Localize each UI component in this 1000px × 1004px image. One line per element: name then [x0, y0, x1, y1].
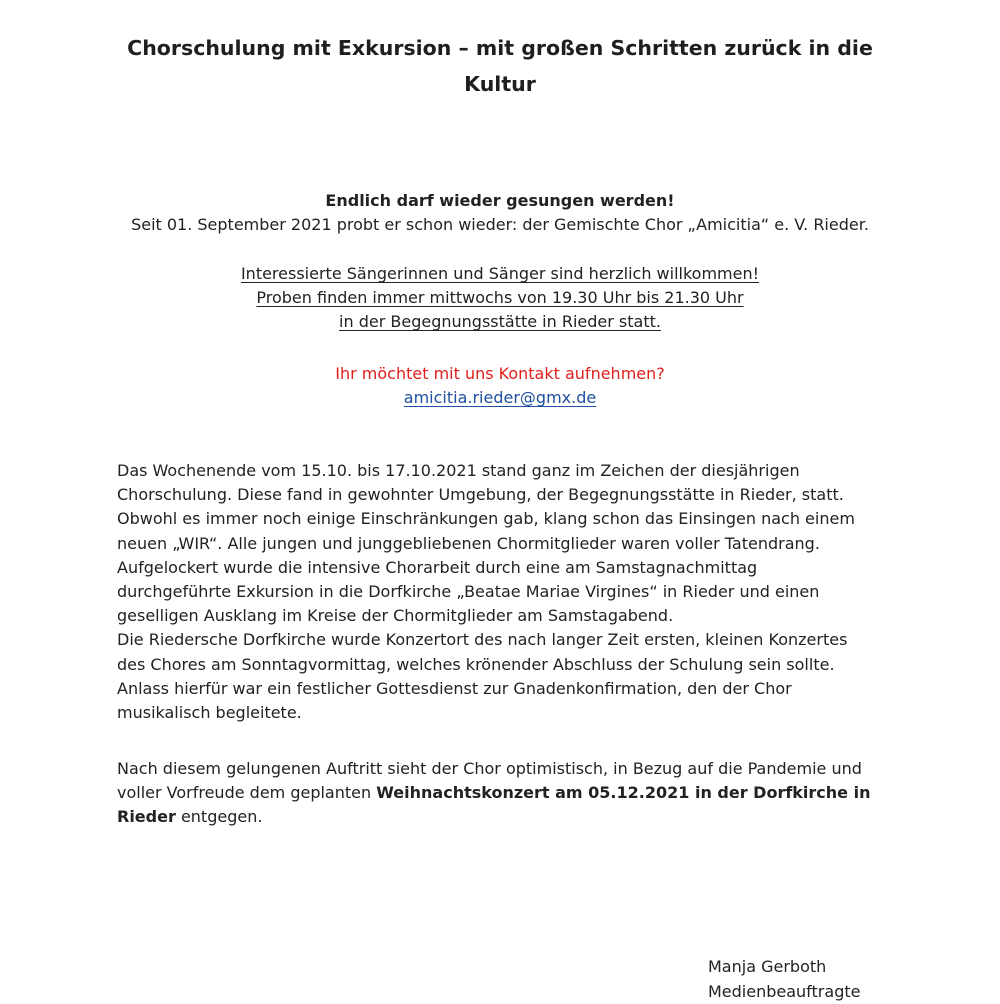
paragraph-line: Die Riedersche Dorfkirche wurde Konzertort des nach langer Zeit ersten, kleinen Konzertes — [117, 630, 848, 650]
paragraph-line: durchgeführte Exkursion in die Dorfkirche „Beatae Mariae Virgines“ in Rieder und einen — [117, 582, 820, 602]
paragraph-line: geselligen Ausklang im Kreise der Chormitglieder am Samstagabend. — [117, 606, 674, 626]
contact-email-link[interactable]: amicitia.rieder@gmx.de — [403, 388, 597, 407]
signature-role: Medienbeauftragte — [708, 982, 861, 1001]
outlook-line-2 — [117, 781, 887, 805]
outlook-line-1: Nach diesem gelungenen Auftritt sieht der Chor optimistisch, in Bezug auf die Pandemie und — [117, 759, 862, 778]
paragraph-line: neuen „WIR“. Alle jungen und junggebliebenen Chormitglieder waren voller Tatendrang. — [117, 533, 820, 553]
contact-question: Ihr möchtet mit uns Kontakt aufnehmen? — [335, 364, 665, 383]
paragraph-line: des Chores am Sonntagvormittag, welches krönender Abschluss der Schulung sein sollte. — [117, 654, 835, 674]
title-line-1: Chorschulung mit Exkursion – mit großen Schritten zurück in die — [127, 36, 873, 60]
invite-block — [60, 262, 940, 334]
contact-block — [60, 362, 940, 410]
invite-line-2: Proben finden immer mittwochs von 19.30 Uhr bis 21.30 Uhr — [256, 288, 744, 307]
outlook-line-3 — [117, 805, 887, 829]
invite-line-3: in der Begegnungsstätte in Rieder statt. — [339, 312, 661, 331]
paragraph-line: musikalisch begleitete. — [117, 703, 302, 723]
signature-block — [708, 954, 860, 1004]
concert-highlight: Weihnachtskonzert am 05.12.2021 in der Dorfkirche in — [376, 783, 871, 803]
signature-name: Manja Gerboth — [708, 957, 827, 976]
intro-text: Seit 01. September 2021 probt er schon wieder: der Gemischte Chor „Amicitia“ e. V. Rieder. — [131, 215, 869, 234]
paragraph-line: Obwohl es immer noch einige Einschränkungen gab, klang schon das Einsingen nach einem — [117, 509, 855, 529]
outlook-line-3-text: entgegen. — [175, 807, 263, 827]
invite-line-1: Interessierte Sängerinnen und Sänger sind herzlich willkommen! — [240, 264, 760, 283]
paragraph-line: Anlass hierfür war ein festlicher Gottesdienst zur Gnadenkonfirmation, den der Chor — [117, 678, 792, 698]
paragraph-line: Aufgelockert wurde die intensive Chorarbeit durch eine am Samstagnachmittag — [117, 557, 758, 577]
title-line-2: Kultur — [464, 72, 536, 96]
report-paragraph — [117, 459, 887, 725]
concert-place-highlight: Rieder — [117, 807, 176, 827]
intro-block — [60, 189, 940, 237]
page-title — [100, 30, 900, 102]
outlook-paragraph — [117, 757, 887, 830]
paragraph-line: Das Wochenende vom 15.10. bis 17.10.2021 stand ganz im Zeichen der diesjährigen — [117, 461, 800, 480]
paragraph-line: Chorschulung. Diese fand in gewohnter Umgebung, der Begegnungsstätte in Rieder, statt. — [117, 485, 844, 505]
outlook-line-2-text: voller Vorfreude dem geplanten — [117, 783, 377, 803]
intro-headline: Endlich darf wieder gesungen werden! — [325, 191, 675, 210]
